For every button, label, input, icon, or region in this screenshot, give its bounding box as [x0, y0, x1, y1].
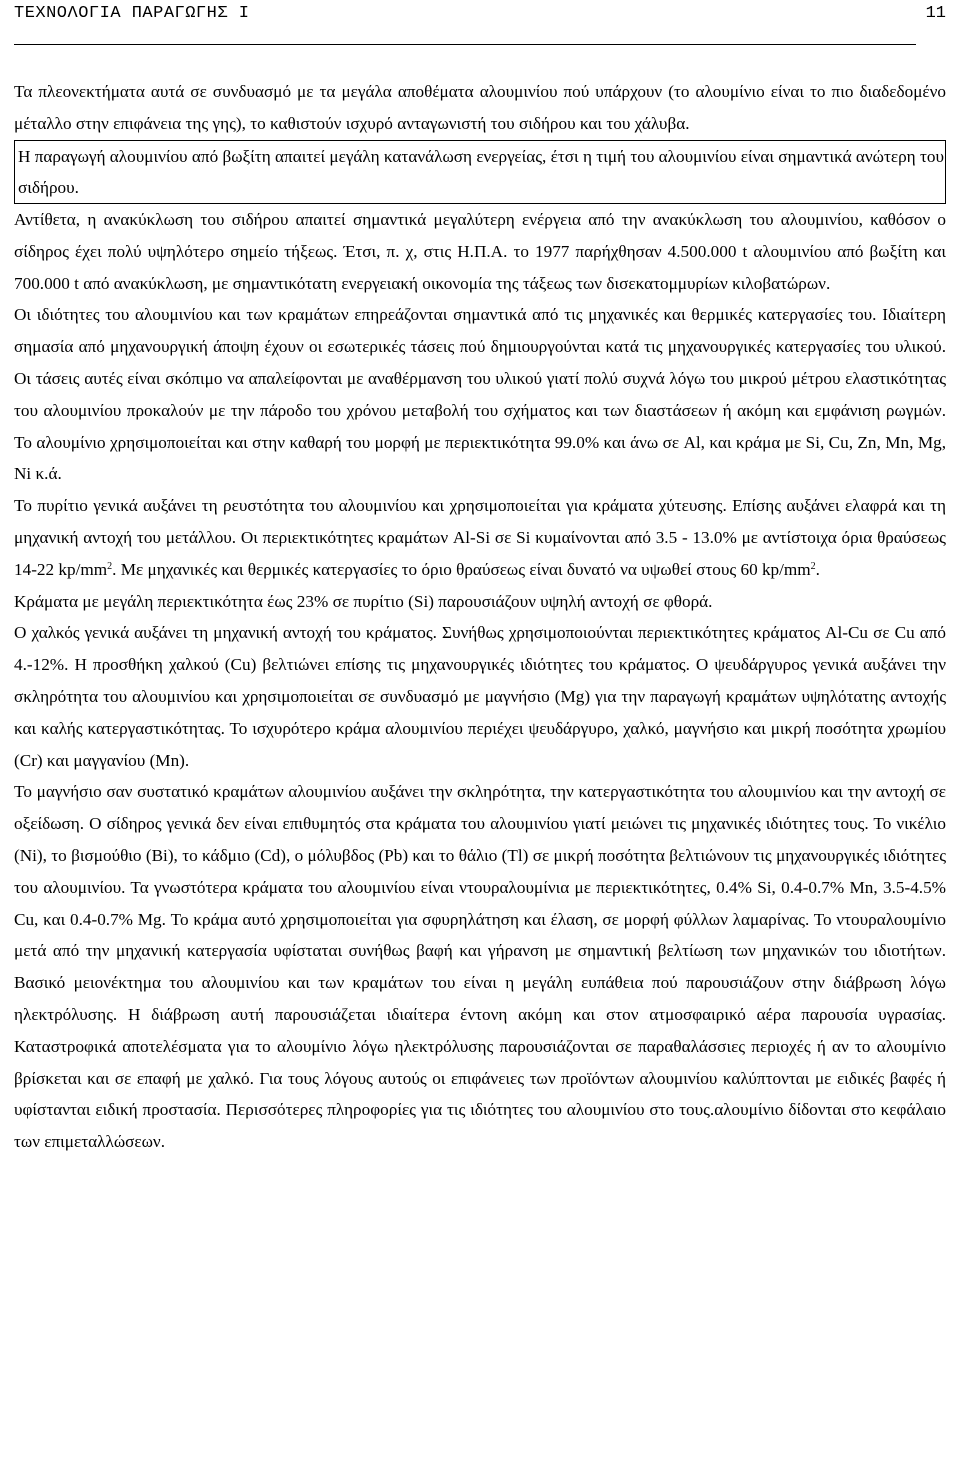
- paragraph-silicon: [14, 490, 946, 585]
- paragraph-copper-zinc: Ο χαλκός γενικά αυξάνει τη μηχανική αντοχή του κράματος. Συνήθως χρησιμοποιούνται περιεκτικότητες κράματος Al-Cu σε Cu από 4.-12%. Η προσθήκη χαλκού (Cu) βελτιώνει επίσης τις μηχανουργικές ιδιότητες του κράματος. Ο ψευδάργυρος γενικά αυξάνει την σκληρότητα του αλουμινίου και χρησιμοποιείται σε συνδυασμό με μαγνήσιο (Mg) για την παραγωγή κραμάτων υψηλότατης αντοχής και καλής κατεργαστικότητας. Το ισχυρότερο κράμα αλουμινίου περιέχει ψευδάργυρο, χαλκό, μαγνήσιο και μικρή ποσότητα χρωμίου (Cr) και μαγγανίου (Mn).: [14, 623, 946, 770]
- paragraph-properties: Οι ιδιότητες του αλουμινίου και των κραμάτων επηρεάζονται σημαντικά από τις μηχανικές και θερμικές κατεργασίες του. Ιδιαίτερη σημασία από μηχανουργική άποψη έχουν οι εσωτερικές τάσεις πού δημιουργούνται κατά τις μηχανουργικές κατεργασίες του υλικού. Οι τάσεις αυτές είναι σκόπιμο να απαλείφονται με αναθέρμανση του υλικού γιατί πολύ συχνά λόγω του μικρού μέτρου ελαστικότητας του αλουμινίου προκαλούν με την πάροδο του χρόνου μεταβολή του σχήματος και των διαστάσεων ή ακόμη και εμφάνιση ρωγμών. Το αλουμίνιο χρησιμοποιείται και στην καθαρή του μορφή με περιεκτικότητα 99.0% και άνω σε Al, και κράμα με Si, Cu, Zn, Mn, Mg, Ni κ.ά.: [14, 305, 946, 484]
- page-header: [14, 4, 946, 30]
- header-title: ΤΕΧΝΟΛΟΓΙΑ ΠΑΡΑΓΩΓΗΣ Ι: [14, 4, 250, 23]
- paragraph-recycling: Αντίθετα, η ανακύκλωση του σιδήρου απαιτεί σημαντικά μεγαλύτερη ενέργεια από την ανακύκλωση του αλουμινίου, καθόσον ο σίδηρος έχει πολύ υψηλότερο σημείο τήξεως. Έτσι, π. χ, στις Η.Π.Α. το 1977 παρήχθησαν 4.500.000 t αλουμινίου από βωξίτη και 700.000 t από ανακύκλωση, με σημαντικότατη ενεργειακή οικονομία της τάξεως των δισεκατομμυρίων κιλοβατώρων.: [14, 210, 946, 293]
- superscript: 2: [107, 560, 113, 572]
- header-divider: [14, 44, 916, 45]
- superscript: 2: [810, 560, 816, 572]
- silicon-text: Το πυρίτιο γενικά αυξάνει τη ρευστότητα του αλουμινίου και χρησιμοποιείται για κράματα χύτευσης. Επίσης αυξάνει ελαφρά και τη μηχανική αντοχή του μετάλλου. Οι περιεκτικότητες κραμάτων Al-Si σε Si κυμαίνονται από 3.5 - 13.0% με αντίστοιχα όρια θραύσεως 14-22 kp/mm: [14, 496, 946, 579]
- document-body: [14, 76, 946, 1158]
- paragraph-aluminium-advantages: Τα πλεονεκτήματα αυτά σε συνδυασμό με τα μεγάλα αποθέματα αλουμινίου πού υπάρχουν (το αλουμίνιο είναι το πιο διαδεδομένο μέταλλο στην επιφάνεια της γης), το καθιστούν ισχυρό ανταγωνιστή του σιδήρου και του χάλυβα.: [14, 82, 946, 133]
- page-number: 11: [925, 4, 946, 23]
- silicon-text-end: .: [815, 559, 820, 579]
- paragraph-high-silicon-alloys: Κράματα με μεγάλη περιεκτικότητα έως 23% σε πυρίτιο (Si) παρουσιάζουν υψηλή αντοχή σε φθορά.: [14, 591, 713, 611]
- boxed-paragraph-bauxite-production: Η παραγωγή αλουμινίου από βωξίτη απαιτεί μεγάλη κατανάλωση ενεργείας, έτσι η τιμή του αλουμινίου είναι σημαντικά ανώτερη του σιδήρου.: [14, 140, 946, 204]
- silicon-text-tail: . Με μηχανικές και θερμικές κατεργασίες το όριο θραύσεως είναι δυνατό να υψωθεί στους 60 kp/mm: [112, 559, 811, 579]
- paragraph-magnesium-corrosion: Το μαγνήσιο σαν συστατικό κραμάτων αλουμινίου αυξάνει την σκληρότητα, την κατεργαστικότητα του αλουμινίου και την αντοχή σε οξείδωση. Ο σίδηρος γενικά δεν είναι επιθυμητός στα κράματα του αλουμινίου γιατί μειώνει τις μηχανικές ιδιότητες τους. Το νικέλιο (Ni), το βισμούθιο (Bi), το κάδμιο (Cd), ο μόλυβδος (Pb) και το θάλιο (Tl) σε μικρή ποσότητα βελτιώνουν τις μηχανουργικές ιδιότητες του αλουμινίου. Τα γνωστότερα κράματα του αλουμινίου είναι ντουραλουμίνια με περιεκτικότητες, 0.4% Si, 0.4-0.7% Mn, 3.5-4.5% Cu, και 0.4-0.7% Mg. Το κράμα αυτό χρησιμοποιείται για σφυρηλάτηση και έλαση, σε μορφή φύλλων λαμαρίνας. Το ντουραλουμίνιο μετά από την μηχανική κατεργασία υφίσταται συνήθως βαφή και γήρανση με σημαντική βελτίωση των μηχανικών του ιδιοτήτων. Βασικό μειονέκτημα του αλουμινίου και των κραμάτων του είναι η μεγάλη ευπάθεια πού παρουσιάζουν στην διάβρωση λόγω ηλεκτρόλυσης. Η διάβρωση αυτή παρουσιάζεται ιδιαίτερα έντονη ακόμη και στον ατμοσφαιρικό αέρα παρουσία υγρασίας. Καταστροφικά αποτελέσματα για το αλουμίνιο λόγω ηλεκτρόλυσης παρουσιάζονται σε παραθαλάσσιες περιοχές ή αν το αλουμίνιο βρίσκεται και σε επαφή με χαλκό. Για τους λόγους αυτούς οι επιφάνειες των προϊόντων αλουμινίου καλύπτονται με ειδικές βαφές ή υφίστανται ειδική προστασία. Περισσότερες πληροφορίες για τις ιδιότητες του αλουμινίου στο τους.αλουμίνιο δίδονται στο κεφάλαιο των επιμεταλλώσεων.: [14, 782, 946, 1152]
